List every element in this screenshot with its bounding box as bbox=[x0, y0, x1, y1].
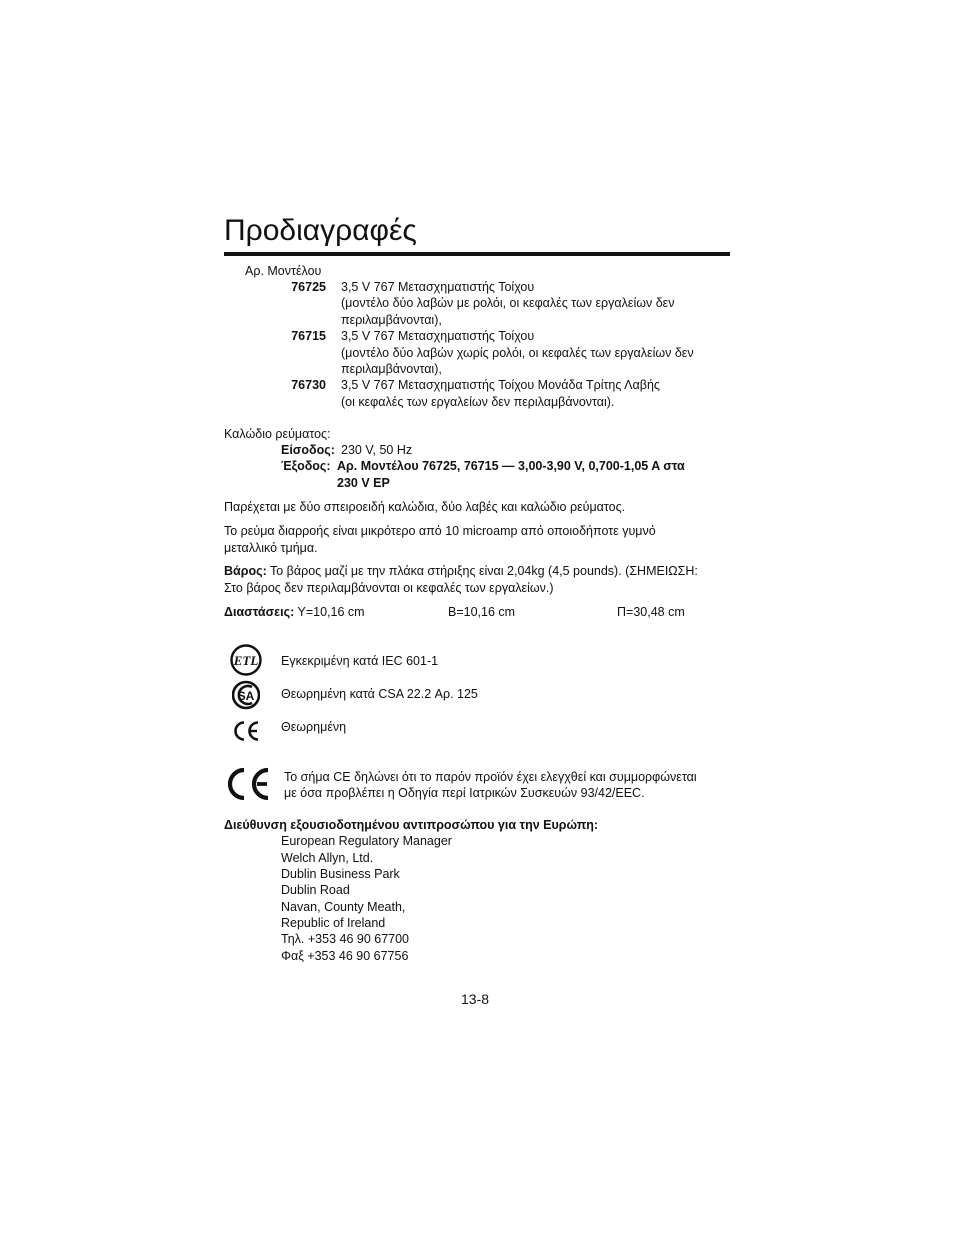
dimension-depth: Π=30,48 cm bbox=[617, 605, 685, 619]
output-value: 230 V EP bbox=[337, 476, 390, 490]
eu-rep-line: Republic of Ireland bbox=[281, 916, 386, 930]
input-value: 230 V, 50 Hz bbox=[341, 443, 413, 457]
model-number: 76725 bbox=[291, 280, 326, 294]
svg-text:SA: SA bbox=[237, 689, 255, 703]
eu-rep-label: Διεύθυνση εξουσιοδοτημένου αντιπροσώπου για την Ευρώπη: bbox=[224, 818, 599, 832]
title-rule bbox=[224, 252, 730, 256]
input-label: Είσοδος: bbox=[281, 443, 335, 457]
page-number: 13-8 bbox=[461, 991, 490, 1007]
model-number: 76730 bbox=[291, 378, 326, 392]
leakage-text: Το ρεύμα διαρροής είναι μικρότερο από 10 microamp από οποιοδήποτε γυμνό bbox=[224, 524, 656, 538]
model-desc-line: 3,5 V 767 Μετασχηματιστής Τοίχου Μονάδα Τρίτης Λαβής bbox=[341, 378, 660, 392]
svg-text:ETL: ETL bbox=[233, 653, 259, 668]
output-value: Αρ. Μοντέλου 76725, 76715 — 3,00-3,90 V, 0,700-1,05 A στα bbox=[337, 459, 685, 473]
dimensions-line bbox=[224, 604, 365, 620]
weight-value: Το βάρος μαζί με την πλάκα στήριξης είναι 2,04kg (4,5 pounds). (ΣΗΜΕΙΩΣΗ: bbox=[270, 564, 698, 578]
dimension-height: Υ=10,16 cm bbox=[297, 605, 365, 619]
model-number: 76715 bbox=[291, 329, 326, 343]
dimensions-label: Διαστάσεις: bbox=[224, 605, 295, 619]
model-desc-line: (μοντέλο δύο λαβών με ρολόι, οι κεφαλές των εργαλείων δεν bbox=[341, 296, 675, 310]
model-desc-line: περιλαμβάνονται), bbox=[341, 313, 442, 327]
cert-text: Θεωρημένη κατά CSA 22.2 Αρ. 125 bbox=[281, 687, 478, 701]
page-title: Προδιαγραφές bbox=[224, 214, 417, 247]
output-label: Έξοδος: bbox=[281, 459, 331, 473]
weight-note: Στο βάρος δεν περιλαμβάνονται οι κεφαλές των εργαλείων.) bbox=[224, 581, 554, 595]
supplied-text: Παρέχεται με δύο σπειροειδή καλώδια, δύο λαβές και καλώδιο ρεύματος. bbox=[224, 500, 626, 514]
model-desc-line: 3,5 V 767 Μετασχηματιστής Τοίχου bbox=[341, 280, 535, 294]
model-desc-line: 3,5 V 767 Μετασχηματιστής Τοίχου bbox=[341, 329, 535, 343]
weight-label: Βάρος: bbox=[224, 564, 267, 578]
ce-mark-large-icon bbox=[226, 767, 272, 801]
model-desc-line: (μοντέλο δύο λαβών χωρίς ρολόι, οι κεφαλές των εργαλείων δεν bbox=[341, 346, 694, 360]
ce-statement: με όσα προβλέπει η Οδηγία περί Ιατρικών Συσκευών 93/42/EEC. bbox=[284, 786, 645, 800]
eu-rep-line: Dublin Business Park bbox=[281, 867, 400, 881]
model-desc-line: (οι κεφαλές των εργαλείων δεν περιλαμβάνονται). bbox=[341, 395, 615, 409]
dimension-width: Β=10,16 cm bbox=[448, 605, 516, 619]
ce-icon bbox=[233, 720, 261, 742]
cert-text: Εγκεκριμένη κατά IEC 601-1 bbox=[281, 654, 439, 668]
power-label: Καλώδιο ρεύματος: bbox=[224, 427, 331, 441]
eu-rep-line: European Regulatory Manager bbox=[281, 834, 452, 848]
eu-rep-line: Φαξ +353 46 90 67756 bbox=[281, 949, 409, 963]
csa-icon bbox=[232, 680, 260, 710]
weight-line bbox=[224, 563, 698, 579]
eu-rep-line: Dublin Road bbox=[281, 883, 350, 897]
eu-rep-line: Welch Allyn, Ltd. bbox=[281, 851, 374, 865]
eu-rep-line: Navan, County Meath, bbox=[281, 900, 406, 914]
model-desc-line: περιλαμβάνονται), bbox=[341, 362, 442, 376]
ce-statement: Το σήμα CE δηλώνει ότι το παρόν προϊόν έχει ελεγχθεί και συμμορφώνεται bbox=[284, 770, 697, 784]
cert-text: Θεωρημένη bbox=[281, 720, 347, 734]
etl-icon bbox=[230, 644, 262, 676]
eu-rep-line: Τηλ. +353 46 90 67700 bbox=[281, 932, 410, 946]
leakage-text: μεταλλικό τμήμα. bbox=[224, 541, 318, 555]
models-label: Αρ. Μοντέλου bbox=[245, 264, 322, 278]
